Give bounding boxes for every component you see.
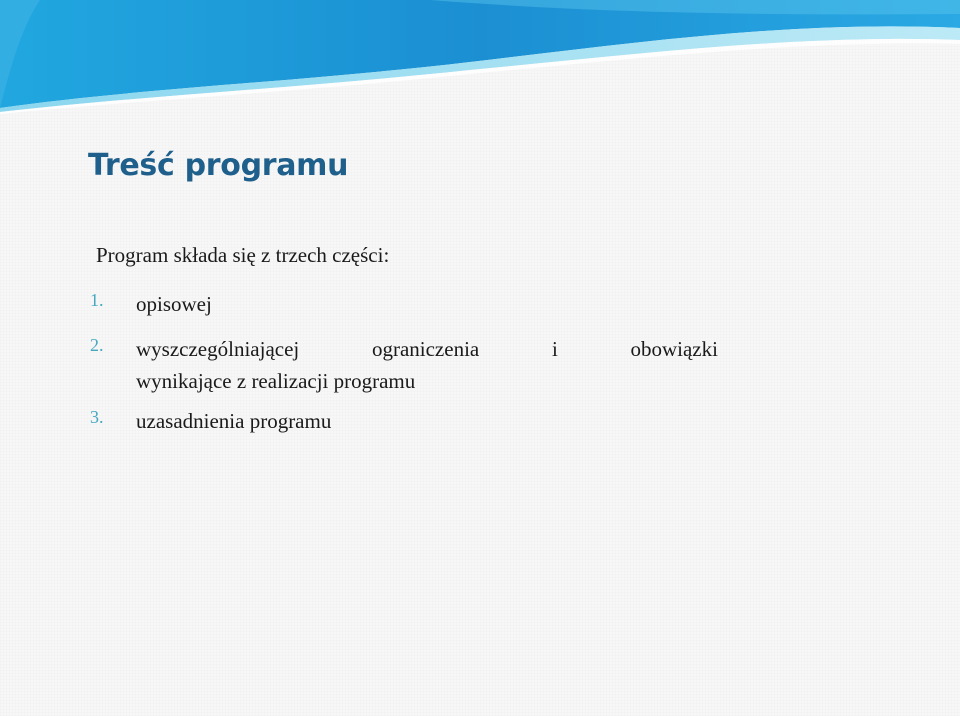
list-item-line-2: wynikające z realizacji programu <box>136 369 416 393</box>
page-title: Treść programu <box>88 148 349 183</box>
list-item-text <box>136 333 718 397</box>
list-item-line-1 <box>136 333 718 365</box>
list-item-word: wyszczególniającej <box>136 337 300 361</box>
list-item-word: ograniczenia <box>371 337 480 361</box>
list-item-word: obowiązki <box>630 337 718 361</box>
header-wave-decoration <box>0 0 960 120</box>
list-item-text: uzasadnienia programu <box>136 409 332 433</box>
list-number: 1. <box>90 290 104 310</box>
intro-text: Program składa się z trzech części: <box>96 243 390 267</box>
list-number: 3. <box>90 407 104 427</box>
list-item-word: i <box>551 337 558 361</box>
list-item-text: opisowej <box>136 292 212 316</box>
list-number: 2. <box>90 335 104 355</box>
